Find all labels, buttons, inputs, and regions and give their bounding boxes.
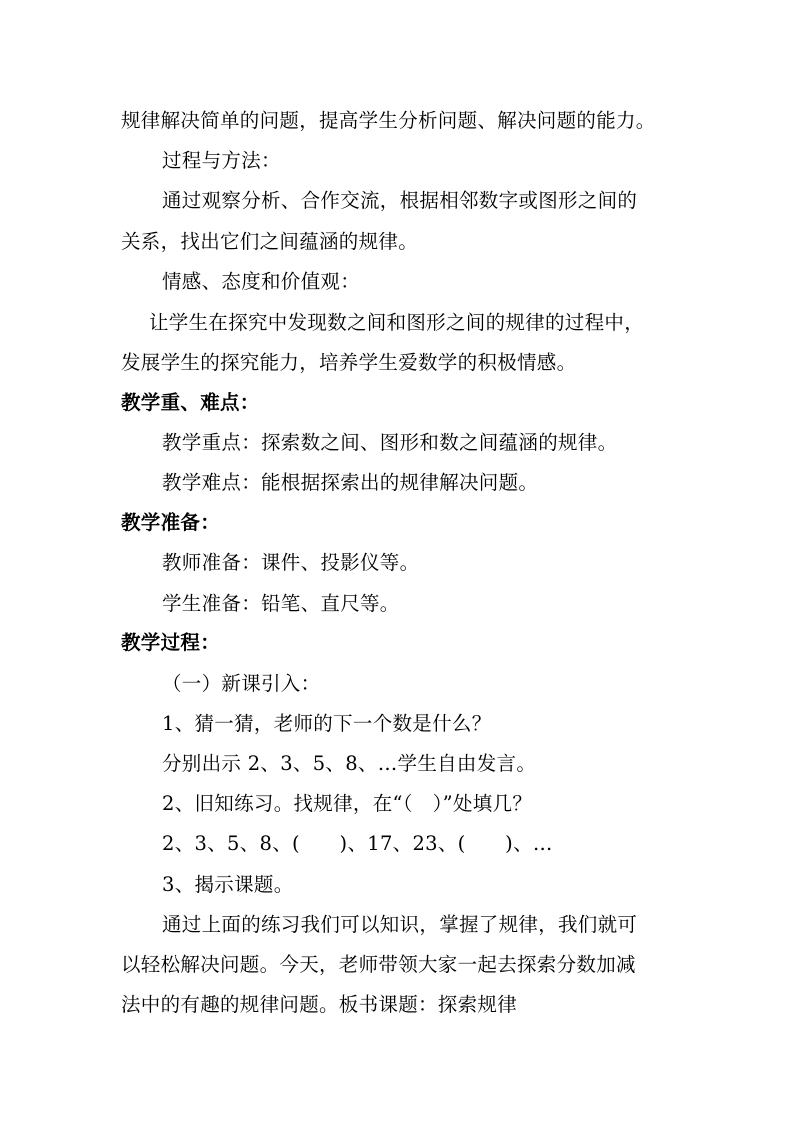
text-line: 让学生在探究中发现数之间和图形之间的规律的过程中，: [149, 311, 645, 334]
text-line: 2、旧知练习。找规律，在“（ ）”处填几？: [162, 792, 533, 815]
section-heading: 教学过程：: [121, 631, 221, 654]
section-heading: 教学重、难点：: [121, 391, 260, 414]
text-line: 教师准备：课件、投影仪等。: [162, 551, 420, 574]
text-line: 3、揭示课题。: [162, 873, 294, 896]
text-line: 教学难点：能根据探索出的规律解决问题。: [162, 471, 539, 494]
text-line: 教学重点：探索数之间、图形和数之间蕴涵的规律。: [162, 431, 618, 454]
text-line: 发展学生的探究能力，培养学生爱数学的积极情感。: [121, 351, 577, 374]
text-line: 分别出示 2、3、5、8、…学生自由发言。: [162, 752, 537, 775]
text-line: 学生准备：铅笔、直尺等。: [162, 592, 400, 615]
text-line: 法中的有趣的规律问题。板书课题：探索规律: [121, 993, 518, 1016]
text-line: 关系，找出它们之间蕴涵的规律。: [121, 230, 419, 253]
text-line: 规律解决简单的问题，提高学生分析问题、解决问题的能力。: [121, 109, 656, 132]
section-heading: 教学准备：: [121, 511, 221, 534]
text-line: 2、3、5、8、( )、17、23、( )、…: [162, 832, 553, 855]
text-line: 1、猜一猜，老师的下一个数是什么？: [162, 712, 492, 735]
text-line: 通过观察分析、合作交流，根据相邻数字或图形之间的: [162, 189, 638, 212]
text-line: 情感、态度和价值观：: [162, 270, 361, 293]
text-line: 过程与方法：: [162, 149, 281, 172]
text-line: （一）新课引入：: [162, 672, 321, 695]
text-line: 以轻松解决问题。今天，老师带领大家一起去探索分数加减: [121, 953, 636, 976]
text-line: 通过上面的练习我们可以知识，掌握了规律，我们就可: [162, 913, 638, 936]
